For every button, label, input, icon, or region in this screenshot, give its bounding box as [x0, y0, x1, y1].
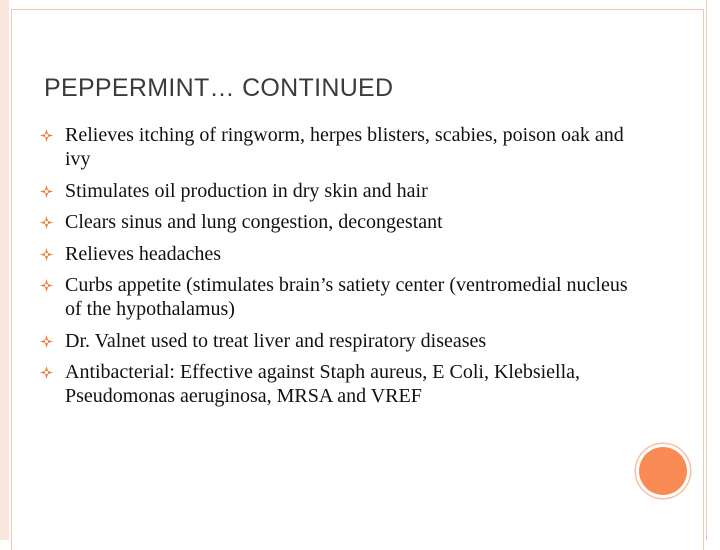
slide-title: PEPPERMINT… CONTINUED: [44, 74, 394, 102]
star-bullet-icon: [40, 279, 53, 292]
decorative-circle: [639, 447, 687, 495]
bullet-list: [40, 123, 640, 416]
bullet-item: [40, 242, 640, 266]
bullet-item: [40, 360, 640, 408]
star-bullet-icon: [40, 185, 53, 198]
bullet-item: [40, 273, 640, 321]
star-bullet-icon: [40, 248, 53, 261]
bullet-text: Relieves itching of ringworm, herpes blisters, scabies, poison oak and ivy: [65, 124, 624, 170]
bullet-text: Clears sinus and lung congestion, decongestant: [65, 211, 443, 233]
star-bullet-icon: [40, 335, 53, 348]
bullet-item: [40, 123, 640, 171]
bullet-text: Relieves headaches: [65, 242, 222, 265]
slide-border-left: [0, 0, 9, 540]
bullet-item: [40, 329, 640, 353]
bullet-item: [40, 210, 640, 234]
star-bullet-icon: [40, 366, 53, 379]
bullet-text: Dr. Valnet used to treat liver and respiratory diseases: [65, 329, 487, 352]
slide-border-right: [706, 0, 720, 540]
star-bullet-icon: [40, 216, 53, 229]
bullet-text: Antibacterial: Effective against Staph aureus, E Coli, Klebsiella, Pseudomonas aeruginosa, MRSA and VREF: [65, 361, 581, 407]
star-bullet-icon: [40, 129, 53, 142]
bullet-text: Curbs appetite (stimulates brain’s satiety center (ventromedial nucleus of the hypothalamus): [65, 274, 628, 320]
bullet-text: Stimulates oil production in dry skin and hair: [65, 179, 428, 202]
bullet-item: [40, 179, 640, 203]
